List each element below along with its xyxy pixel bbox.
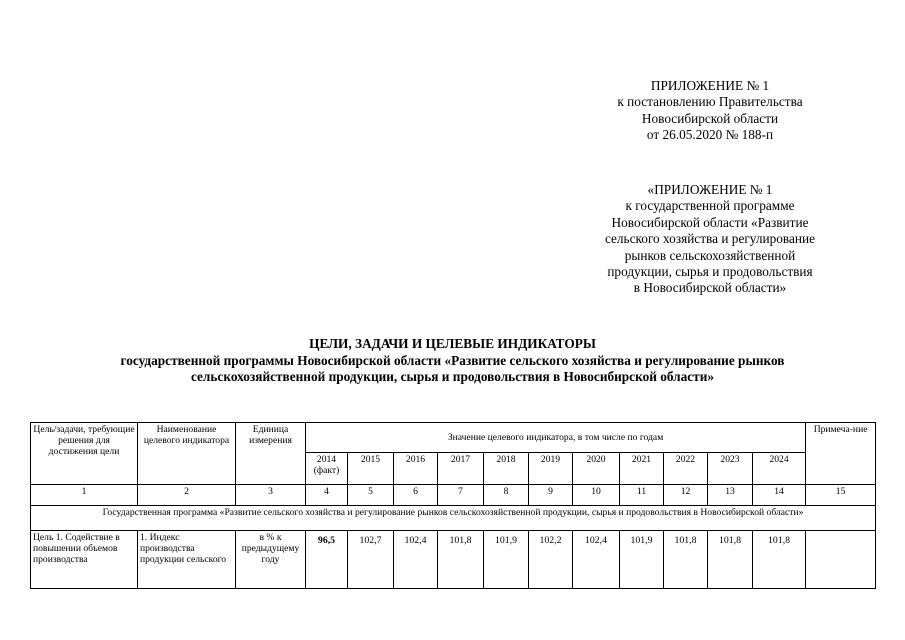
- column-number-cell: 2: [138, 485, 236, 506]
- value-cell: 102,2: [529, 531, 573, 589]
- year-cell: 2023: [708, 453, 753, 485]
- year-cell: 2019: [529, 453, 573, 485]
- appendix-1-line: от 26.05.2020 № 188-п: [646, 127, 774, 143]
- column-number-cell: 3: [236, 485, 306, 506]
- document-title: [20, 336, 885, 386]
- value-cell: 102,7: [348, 531, 394, 589]
- appendix-2-line: Новосибирской области «Развитие: [611, 214, 809, 230]
- indicators-table: [30, 422, 876, 589]
- appendix-2-line: в Новосибирской области»: [633, 280, 787, 296]
- value-cell: 101,9: [484, 531, 529, 589]
- table-row: [31, 531, 876, 589]
- year-cell: 2018: [484, 453, 529, 485]
- value-cell: 101,8: [753, 531, 806, 589]
- table-header-row: [31, 423, 876, 453]
- value-cell: 101,9: [620, 531, 664, 589]
- header-goal: Цель/задачи, требующие решения для достижения цели: [31, 423, 138, 485]
- appendix-1-stamp: [560, 78, 860, 144]
- appendix-2-stamp: [560, 182, 860, 297]
- column-number-cell: 7: [438, 485, 484, 506]
- column-number-cell: 4: [306, 485, 348, 506]
- appendix-1-line: ПРИЛОЖЕНИЕ № 1: [650, 78, 770, 93]
- column-number-cell: 14: [753, 485, 806, 506]
- year-cell: 2017: [438, 453, 484, 485]
- header-unit: Единица измерения: [236, 423, 306, 485]
- column-number-cell: 13: [708, 485, 753, 506]
- program-title-cell: Государственная программа «Развитие сельского хозяйства и регулирование рынков сельскохозяйственной продукции, сырья и продовольствия в Новосибирской области»: [31, 506, 876, 531]
- title-line-3: сельскохозяйственной продукции, сырья и продовольствия в Новосибирской области»: [190, 369, 715, 385]
- appendix-2-line: рынков сельскохозяйственной: [624, 247, 796, 263]
- value-cell: 101,8: [708, 531, 753, 589]
- column-number-cell: 11: [620, 485, 664, 506]
- year-cell: 2020: [573, 453, 620, 485]
- year-cell: 2016: [394, 453, 438, 485]
- appendix-2-line: «ПРИЛОЖЕНИЕ № 1: [647, 182, 773, 197]
- appendix-2-line: к государственной программе: [625, 198, 795, 214]
- appendix-1-line: к постановлению Правительства: [617, 94, 803, 110]
- title-line-1: ЦЕЛИ, ЗАДАЧИ И ЦЕЛЕВЫЕ ИНДИКАТОРЫ: [309, 336, 596, 351]
- column-number-cell: 15: [806, 485, 876, 506]
- column-number-cell: 6: [394, 485, 438, 506]
- column-number-cell: 1: [31, 485, 138, 506]
- goal-cell: Цель 1. Содействие в повышении объемов производства: [31, 531, 138, 589]
- value-cell: 96,5: [306, 531, 348, 589]
- header-note: Примеча-ние: [806, 423, 876, 485]
- appendix-1-line: Новосибирской области: [641, 110, 779, 126]
- header-value-group: Значение целевого индикатора, в том числе по годам: [306, 423, 806, 453]
- header-indicator: Наименование целевого индикатора: [138, 423, 236, 485]
- unit-cell: в % к предыдущему году: [236, 531, 306, 589]
- indicator-cell: 1. Индекс производства продукции сельского: [138, 531, 236, 589]
- appendix-2-line: сельского хозяйства и регулирование: [604, 231, 816, 247]
- value-cell: 101,8: [664, 531, 708, 589]
- column-numbers-row: [31, 485, 876, 506]
- column-number-cell: 9: [529, 485, 573, 506]
- year-cell: 2015: [348, 453, 394, 485]
- year-cell: 2014 (факт): [306, 453, 348, 485]
- column-number-cell: 5: [348, 485, 394, 506]
- value-cell: 102,4: [394, 531, 438, 589]
- column-number-cell: 10: [573, 485, 620, 506]
- value-cell: 102,4: [573, 531, 620, 589]
- year-cell: 2021: [620, 453, 664, 485]
- year-cell: 2024: [753, 453, 806, 485]
- column-number-cell: 12: [664, 485, 708, 506]
- note-cell: [806, 531, 876, 589]
- value-cell: 101,8: [438, 531, 484, 589]
- column-number-cell: 8: [484, 485, 529, 506]
- title-line-2: государственной программы Новосибирской области «Развитие сельского хозяйства и регулирование рынков: [120, 352, 785, 368]
- year-cell: 2022: [664, 453, 708, 485]
- program-row: [31, 506, 876, 531]
- appendix-2-line: продукции, сырья и продовольствия: [607, 264, 813, 280]
